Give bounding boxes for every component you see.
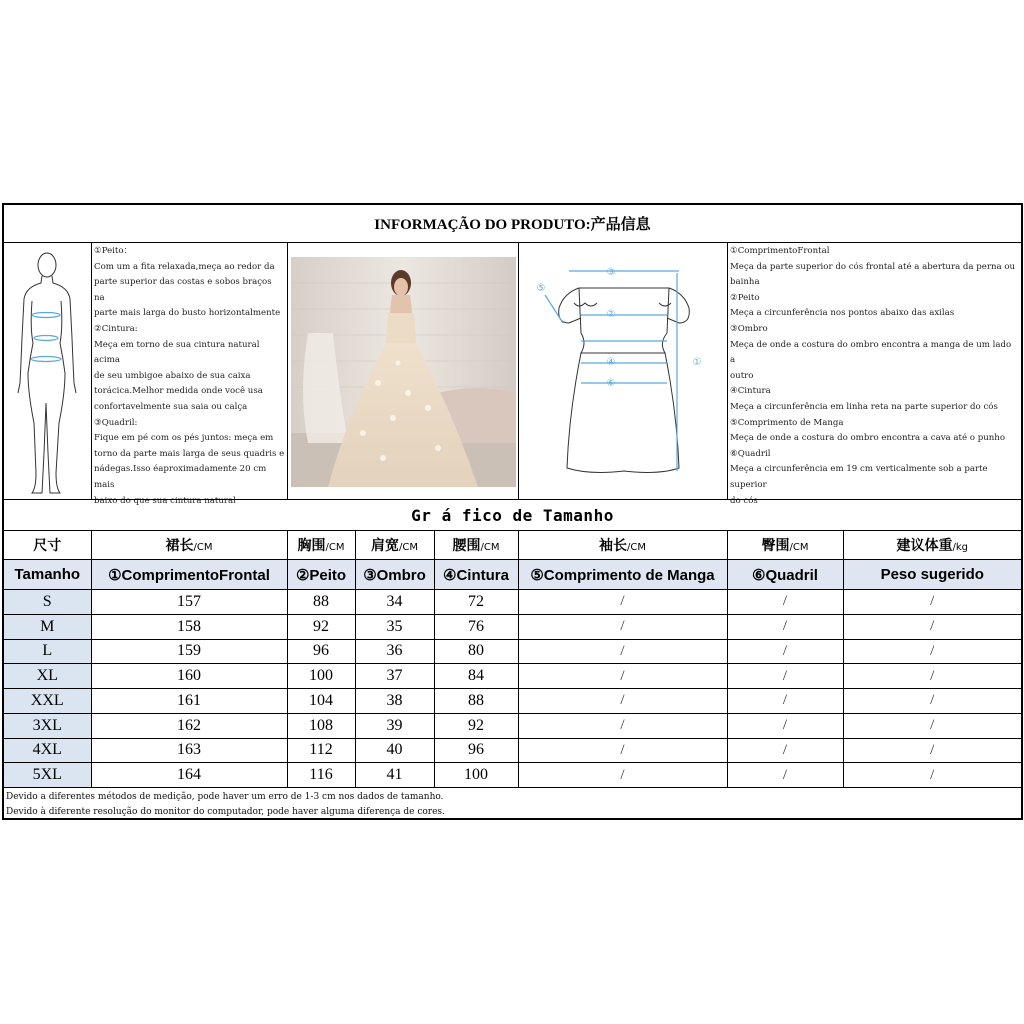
title-row — [4, 205, 1021, 242]
value-cell: / — [843, 689, 1021, 714]
header-cn-main: 肩宽 — [371, 538, 399, 554]
desc-line: nádegas.Isso éaproximadamente 20 cm mais — [94, 464, 267, 490]
value-cell: / — [843, 664, 1021, 689]
header-pt-cell: ①ComprimentoFrontal — [91, 560, 287, 590]
header-cn-cell — [843, 531, 1021, 560]
value-cell: 36 — [355, 639, 434, 664]
value-cell: 158 — [91, 614, 287, 639]
value-cell: 164 — [91, 763, 287, 788]
value-cell: 84 — [434, 664, 518, 689]
value-cell: / — [518, 590, 727, 615]
desc-line: do cós — [730, 495, 758, 506]
desc-line: ①ComprimentoFrontal — [730, 246, 830, 256]
size-chart-title-row — [4, 499, 1021, 530]
desc-line: parte superior das costas e sobos braços na — [94, 277, 272, 303]
desc-line: baixo do que sua cintura natural — [94, 495, 236, 506]
size-cell: 4XL — [4, 738, 91, 763]
header-cn-main: 尺寸 — [33, 538, 62, 554]
value-cell: 100 — [434, 763, 518, 788]
product-photo — [288, 243, 519, 500]
body-figure-cell — [4, 243, 91, 499]
size-cell: 5XL — [4, 763, 91, 788]
header-cn-unit: /CM — [193, 542, 213, 553]
desc-line: torácica.Melhor medida onde você usa — [94, 386, 263, 397]
diagram-label-6: ⑥ — [606, 378, 616, 389]
value-cell: 104 — [287, 689, 355, 714]
diagram-label-5: ⑤ — [536, 283, 546, 294]
value-cell: 72 — [434, 590, 518, 615]
value-cell: 112 — [287, 738, 355, 763]
value-cell: 162 — [91, 713, 287, 738]
size-table-wrap — [4, 530, 1021, 787]
value-cell: 108 — [287, 713, 355, 738]
value-cell: 159 — [91, 639, 287, 664]
garment-measurement-diagram — [519, 243, 728, 500]
page-title: INFORMAÇÃO DO PRODUTO:产品信息 — [374, 217, 651, 233]
value-cell: / — [843, 713, 1021, 738]
size-cell: M — [4, 614, 91, 639]
value-cell: 160 — [91, 664, 287, 689]
value-cell: / — [843, 614, 1021, 639]
body-measurement-figure — [4, 243, 91, 500]
value-cell: / — [518, 738, 727, 763]
desc-line: Fique em pé com os pés juntos: meça em — [94, 433, 274, 444]
desc-line: Meça a circunferência em linha reta na parte superior do cós — [730, 401, 998, 412]
value-cell: 100 — [287, 664, 355, 689]
header-pt-cell: Peso sugerido — [843, 560, 1021, 590]
value-cell: 38 — [355, 689, 434, 714]
diagram-label-3: ③ — [606, 267, 616, 278]
value-cell: 76 — [434, 614, 518, 639]
header-row-cn — [4, 531, 1021, 560]
diagram-label-4: ④ — [606, 357, 616, 368]
header-cn-cell — [434, 531, 518, 560]
size-cell: 3XL — [4, 713, 91, 738]
product-info-sheet — [2, 203, 1023, 820]
header-cn-cell — [355, 531, 434, 560]
value-cell: 35 — [355, 614, 434, 639]
value-cell: 161 — [91, 689, 287, 714]
header-cn-main: 臀围 — [761, 538, 790, 554]
value-cell: 92 — [287, 614, 355, 639]
header-pt-cell: ③Ombro — [355, 560, 434, 590]
table-row — [4, 689, 1021, 714]
note-line: Devido a diferentes métodos de medição, pode haver um erro de 1-3 cm nos dados de tamanho. — [6, 792, 444, 802]
header-pt-cell: ②Peito — [287, 560, 355, 590]
value-cell: 37 — [355, 664, 434, 689]
desc-line: Meça da parte superior do cós frontal até a abertura da perna ou — [730, 261, 1016, 272]
header-cn-unit: /CM — [399, 542, 418, 553]
value-cell: 157 — [91, 590, 287, 615]
value-cell: / — [727, 590, 843, 615]
header-cn-cell — [287, 531, 355, 560]
desc-line: parte mais larga do busto horizontalmente — [94, 308, 281, 319]
desc-line: de seu umbigoe abaixo de sua caixa — [94, 370, 251, 381]
value-cell: / — [727, 639, 843, 664]
value-cell: / — [518, 763, 727, 788]
garment-measure-description — [727, 243, 1021, 506]
value-cell: / — [518, 713, 727, 738]
header-cn-main: 胸围 — [297, 538, 326, 554]
header-cn-cell — [518, 531, 727, 560]
desc-line: Meça de onde a costura do ombro encontra a cava até o punho — [730, 433, 1005, 444]
size-cell: XL — [4, 664, 91, 689]
desc-line: outro — [730, 370, 754, 381]
value-cell: 92 — [434, 713, 518, 738]
value-cell: / — [843, 639, 1021, 664]
desc-line: Meça de onde a costura do ombro encontra a manga de um lado a — [730, 339, 1012, 366]
size-cell: L — [4, 639, 91, 664]
garment-diagram-cell — [518, 243, 727, 499]
value-cell: 34 — [355, 590, 434, 615]
header-pt-cell: ⑤Comprimento de Manga — [518, 560, 727, 590]
value-cell: 40 — [355, 738, 434, 763]
value-cell: / — [727, 614, 843, 639]
header-cn-unit: /CM — [480, 542, 500, 553]
notes — [4, 787, 1021, 820]
desc-line: ③Ombro — [730, 323, 768, 334]
size-cell: XXL — [4, 689, 91, 714]
table-row — [4, 713, 1021, 738]
desc-line: confortavelmente sua saia ou calça — [94, 401, 248, 412]
desc-line: ②Cintura: — [94, 323, 138, 334]
value-cell: 80 — [434, 639, 518, 664]
header-cn-unit: /kg — [952, 542, 968, 553]
desc-line: ①Peito： — [94, 246, 133, 256]
desc-line: bainha — [730, 277, 760, 288]
value-cell: / — [843, 763, 1021, 788]
size-chart-title: Gr á fico de Tamanho — [411, 505, 614, 525]
value-cell: 163 — [91, 738, 287, 763]
header-cn-unit: /CM — [789, 542, 809, 553]
value-cell: 96 — [434, 738, 518, 763]
header-cn-cell — [727, 531, 843, 560]
desc-line: ②Peito — [730, 292, 760, 303]
table-row — [4, 590, 1021, 615]
header-cn-unit: /CM — [325, 542, 345, 553]
header-pt-cell: ④Cintura — [434, 560, 518, 590]
desc-line: ⑤Comprimento de Manga — [730, 417, 844, 428]
header-cn-main: 袖长 — [599, 538, 627, 554]
table-row — [4, 614, 1021, 639]
desc-line: ⑥Quadril — [730, 448, 771, 459]
desc-line: ④Cintura — [730, 386, 771, 397]
header-cn-main: 腰围 — [452, 538, 481, 554]
value-cell: 41 — [355, 763, 434, 788]
value-cell: / — [727, 713, 843, 738]
table-row — [4, 639, 1021, 664]
desc-line: ③Quadril: — [94, 417, 138, 428]
value-cell: / — [843, 738, 1021, 763]
body-measure-description — [91, 243, 287, 506]
header-cn-main: 裙长 — [165, 538, 194, 554]
header-pt-cell: Tamanho — [4, 560, 91, 590]
value-cell: / — [727, 763, 843, 788]
size-cell: S — [4, 590, 91, 615]
table-row — [4, 664, 1021, 689]
diagram-label-2: ② — [606, 309, 616, 320]
desc-line: Meça a circunferência nos pontos abaixo das axilas — [730, 308, 955, 319]
header-pt-cell: ⑥Quadril — [727, 560, 843, 590]
diagram-label-1: ① — [692, 357, 702, 368]
value-cell: / — [518, 664, 727, 689]
desc-line: Meça em torno de sua cintura natural acima — [94, 339, 260, 366]
header-cn-cell — [91, 531, 287, 560]
info-row — [4, 242, 1021, 506]
header-cn-cell — [4, 531, 91, 560]
desc-line: Com um a fita relaxada,meça ao redor da — [94, 261, 275, 272]
note-line: Devido à diferente resolução do monitor do computador, pode haver alguma diferença de cores. — [6, 807, 445, 817]
value-cell: 88 — [434, 689, 518, 714]
value-cell: 39 — [355, 713, 434, 738]
value-cell: / — [727, 689, 843, 714]
value-cell: / — [518, 639, 727, 664]
value-cell: / — [843, 590, 1021, 615]
table-row — [4, 738, 1021, 763]
value-cell: 88 — [287, 590, 355, 615]
table-row — [4, 763, 1021, 788]
value-cell: / — [727, 738, 843, 763]
size-table — [4, 530, 1021, 788]
desc-line: Meça a circunferência em 19 cm verticalmente sob a parte superior — [730, 464, 988, 490]
value-cell: / — [727, 664, 843, 689]
value-cell: 96 — [287, 639, 355, 664]
value-cell: / — [518, 689, 727, 714]
desc-line: torno da parte mais larga de seus quadris e — [94, 448, 285, 459]
header-cn-unit: /CM — [627, 542, 646, 553]
value-cell: / — [518, 614, 727, 639]
header-cn-main: 建议体重 — [896, 538, 953, 554]
value-cell: 116 — [287, 763, 355, 788]
product-photo-cell — [287, 243, 518, 499]
header-row-pt — [4, 560, 1021, 590]
